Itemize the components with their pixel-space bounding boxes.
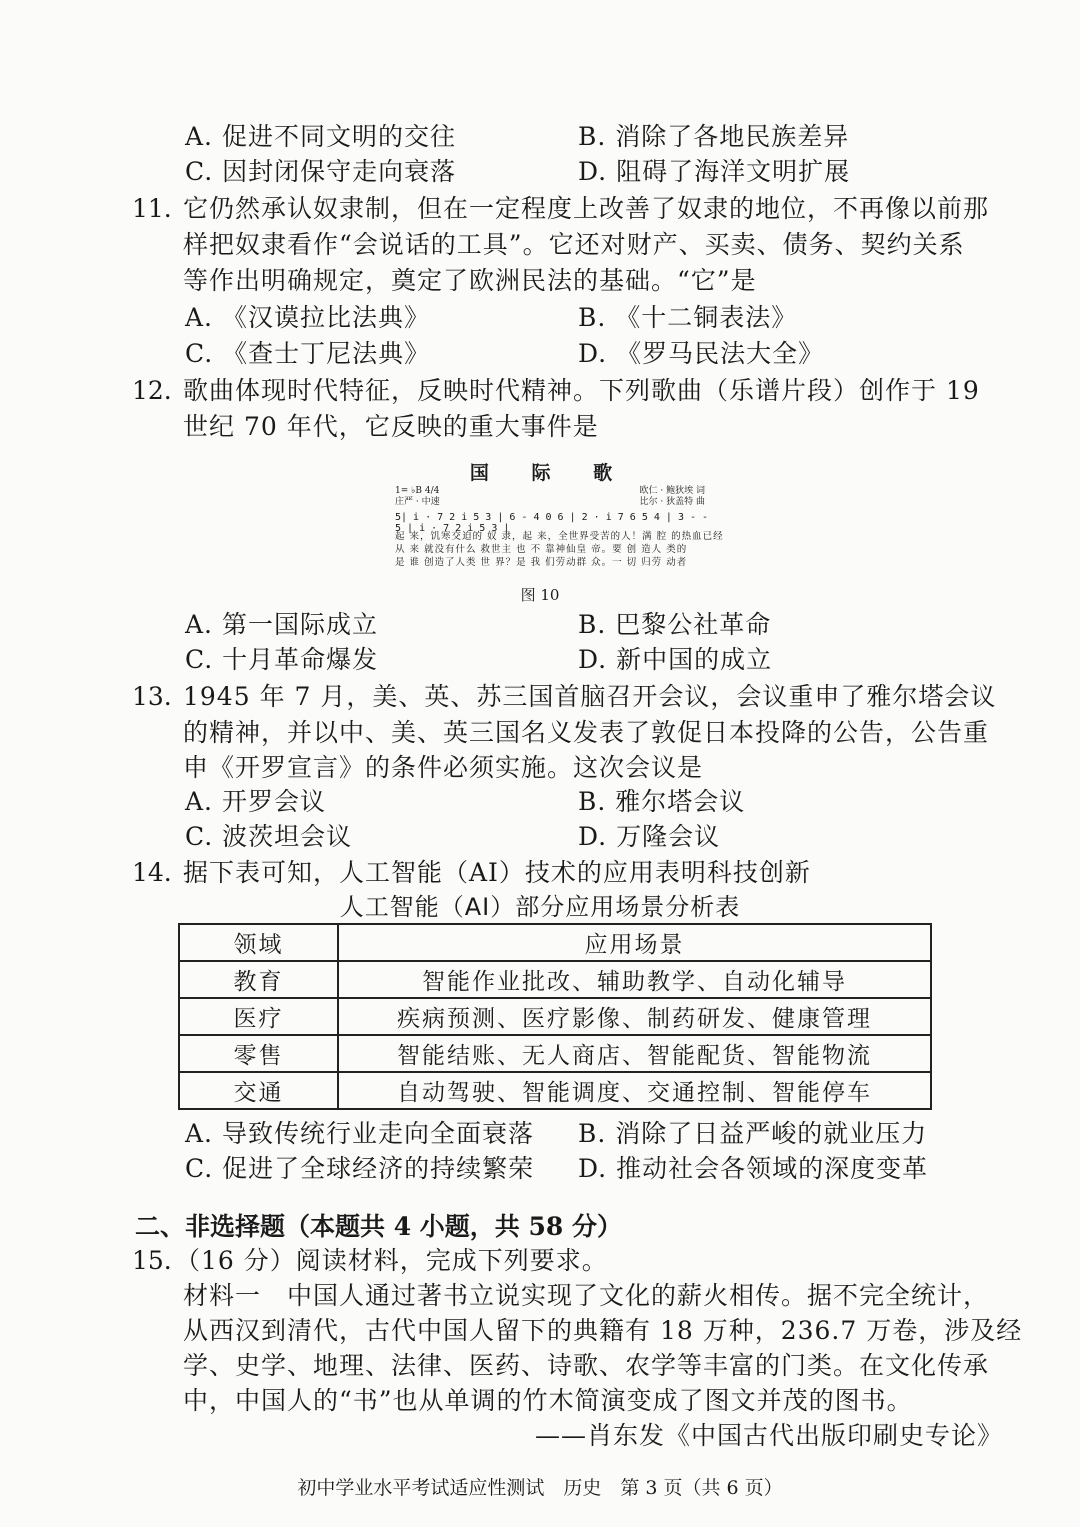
q14-option-d: D. 推动社会各领域的深度变革	[578, 1154, 929, 1183]
score-lyric-line: 是 谁 创造了人类 世 界？是 我 们劳动群 众。一 切 归劳 动者	[395, 557, 688, 568]
q10-option-c: C. 因封闭保守走向衰落	[185, 157, 457, 186]
figure-caption: 图 10	[520, 586, 560, 604]
table-cell-scenes: 疾病预测、医疗影像、制药研发、健康管理	[338, 998, 931, 1035]
q13-stem-line: 1945 年 7 月，美、英、苏三国首脑召开会议，会议重申了雅尔塔会议	[183, 682, 997, 711]
q13-option-d: D. 万隆会议	[578, 822, 721, 851]
table-title: 人工智能（AI）部分应用场景分析表	[339, 893, 741, 921]
table-cell-scenes: 自动驾驶、智能调度、交通控制、智能停车	[338, 1072, 931, 1109]
table-header-row	[179, 924, 931, 961]
score-figure	[385, 458, 724, 573]
table-row	[179, 1072, 931, 1109]
page-footer: 初中学业水平考试适应性测试 历史 第 3 页（共 6 页）	[297, 1477, 783, 1499]
table-row	[179, 961, 931, 998]
q13-option-b: B. 雅尔塔会议	[578, 787, 746, 816]
score-tempo: 庄严 · 中速	[395, 497, 440, 507]
score-lyric-line: 从 来 就没有什么 救世主 也 不 靠神仙皇 帝。要 创 造人 类的	[395, 544, 688, 555]
q12-stem-line: 世纪 70 年代，它反映的重大事件是	[183, 412, 599, 441]
q11-stem-line: 等作出明确规定，奠定了欧洲民法的基础。“它”是	[183, 266, 757, 295]
q13-option-c: C. 波茨坦会议	[185, 822, 353, 851]
table-header-cell: 应用场景	[338, 924, 931, 961]
q13-number: 13.	[132, 682, 172, 711]
q14-stem-line: 据下表可知，人工智能（AI）技术的应用表明科技创新	[183, 858, 811, 887]
score-lyricist: 欧仁 · 鲍狄埃 词	[639, 486, 705, 496]
score-key: 1= ♭B 4/4	[395, 486, 440, 496]
q12-option-a: A. 第一国际成立	[185, 610, 378, 639]
q11-stem-line: 样把奴隶看作“会说话的工具”。它还对财产、买卖、债务、契约关系	[183, 230, 965, 259]
q11-number: 11.	[132, 194, 172, 223]
q15-stem-line: （16 分）阅读材料，完成下列要求。	[175, 1246, 608, 1275]
table-row	[179, 1035, 931, 1072]
q13-stem-line: 的精神，并以中、美、英三国名义发表了敦促日本投降的公告，公告重	[183, 718, 990, 747]
q11-option-d: D. 《罗马民法大全》	[578, 339, 825, 368]
q14-option-b: B. 消除了日益严峻的就业压力	[578, 1119, 928, 1148]
material-label: 材料一	[183, 1281, 262, 1310]
q11-option-a: A. 《汉谟拉比法典》	[185, 303, 430, 332]
q15-number: 15.	[132, 1246, 172, 1275]
q12-option-b: B. 巴黎公社革命	[578, 610, 772, 639]
table-cell-field: 医疗	[179, 998, 338, 1035]
q13-option-a: A. 开罗会议	[185, 787, 326, 816]
q10-option-b: B. 消除了各地民族差异	[578, 122, 850, 151]
ai-application-table	[178, 923, 932, 1110]
q11-stem-line: 它仍然承认奴隶制，但在一定程度上改善了奴隶的地位，不再像以前那	[183, 194, 990, 223]
table-cell-scenes: 智能结账、无人商店、智能配货、智能物流	[338, 1035, 931, 1072]
section-heading: 二、非选择题（本题共 4 小题，共 58 分）	[135, 1212, 623, 1241]
score-notes: 5| i · 7 2 i 5 3 | 6 - 4 0 6 | 2 · i 7 6 5 4 | 3 - - 5 | i · 7 2 i 5 3 |	[395, 512, 709, 534]
table-cell-field: 教育	[179, 961, 338, 998]
score-title: 国 际 歌	[469, 462, 631, 484]
q13-stem-line: 申《开罗宣言》的条件必须实施。这次会议是	[183, 753, 704, 782]
q14-option-c: C. 促进了全球经济的持续繁荣	[185, 1154, 535, 1183]
q14-number: 14.	[132, 858, 172, 887]
material-line: 学、史学、地理、法律、医药、诗歌、农学等丰富的门类。在文化传承	[183, 1351, 990, 1380]
q11-option-c: C. 《查士丁尼法典》	[185, 339, 431, 368]
score-credits	[640, 486, 705, 508]
q12-stem-line: 歌曲体现时代特征，反映时代精神。下列歌曲（乐谱片段）创作于 19	[183, 376, 980, 405]
score-key-tempo	[395, 486, 440, 508]
q14-option-a: A. 导致传统行业走向全面衰落	[185, 1119, 534, 1148]
material-line: 从西汉到清代，古代中国人留下的典籍有 18 万种，236.7 万卷，涉及经	[183, 1316, 1023, 1345]
q12-option-c: C. 十月革命爆发	[185, 645, 379, 674]
table-cell-field: 零售	[179, 1035, 338, 1072]
material-source: ——肖东发《中国古代出版印刷史专论》	[535, 1421, 1004, 1450]
table-row	[179, 998, 931, 1035]
table-header-cell: 领域	[179, 924, 338, 961]
score-lyric-line: 起 来，饥寒交迫的 奴 隶，起 来，全世界受苦的人！满 腔 的热血已经	[395, 531, 724, 542]
q11-option-b: B. 《十二铜表法》	[578, 303, 798, 332]
score-composer: 比尔 · 狄盖特 曲	[639, 497, 705, 507]
q10-option-a: A. 促进不同文明的交往	[185, 122, 456, 151]
material-line: 中，中国人的“书”也从单调的竹木简演变成了图文并茂的图书。	[183, 1386, 913, 1415]
q12-number: 12.	[132, 376, 172, 405]
q12-option-d: D. 新中国的成立	[578, 645, 773, 674]
material-line: 材料一 中国人通过著书立说实现了文化的薪火相传。据不完全统计，	[183, 1281, 990, 1310]
q10-option-d: D. 阻碍了海洋文明扩展	[578, 157, 851, 186]
table-cell-scenes: 智能作业批改、辅助教学、自动化辅导	[338, 961, 931, 998]
table-cell-field: 交通	[179, 1072, 338, 1109]
